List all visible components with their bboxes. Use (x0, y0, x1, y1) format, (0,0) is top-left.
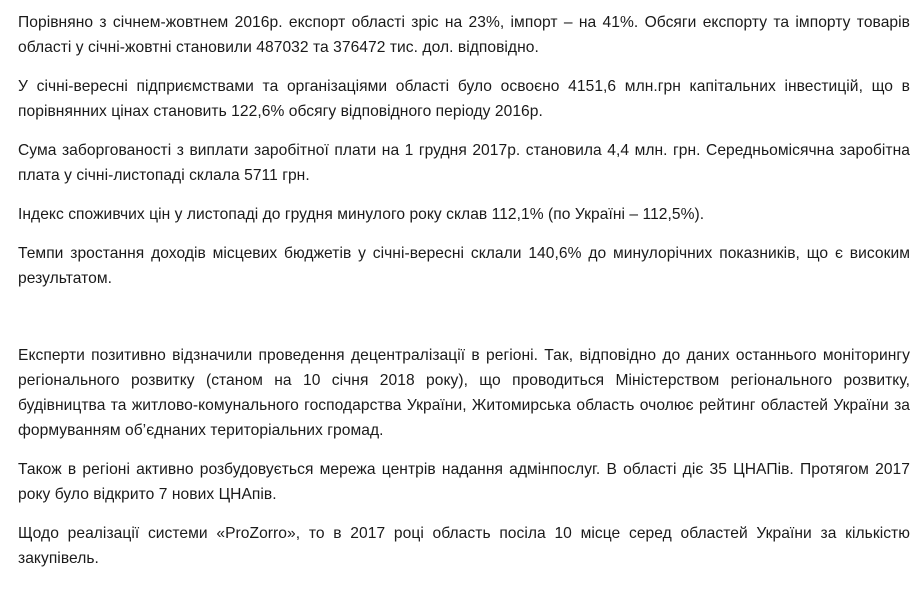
paragraph-wage-arrears: Сума заборгованості з виплати заробітної плати на 1 грудня 2017р. становила 4,4 млн. грн. Середньомісячна заробітна плата у січні-листопаді склала 5711 грн. (18, 142, 910, 184)
paragraph-decentralization: Експерти позитивно відзначили проведення децентралізації в регіоні. Так, відповідно до даних останнього моніторингу регіонального розвитку (станом на 10 січня 2018 року), що проводиться Міністерством регіонального розвитку, будівництва та житлово-комунального господарства України, Житомирська область очолює рейтинг областей України за формуванням об’єднаних територіальних громад. (18, 347, 910, 439)
paragraph-capital-investments: У січні-вересні підприємствами та організаціями області було освоєно 4151,6 млн.грн капітальних інвестицій, що в порівнянних цінах становить 122,6% обсягу відповідного періоду 2016р. (18, 78, 910, 120)
document-body (18, 10, 910, 571)
paragraph-prozorro: Щодо реалізації системи «ProZorro», то в 2017 році область посіла 10 місце серед областей України за кількістю закупівель. (18, 525, 910, 567)
paragraph-consumer-price-index: Індекс споживчих цін у листопаді до грудня минулого року склав 112,1% (по Україні – 112,5%). (18, 206, 705, 223)
paragraph-export-import: Порівняно з січнем-жовтнем 2016р. експорт області зріс на 23%, імпорт – на 41%. Обсяги експорту та імпорту товарів області у січні-жовтні становили 487032 та 376472 тис. дол. відповідно. (18, 14, 910, 56)
paragraph-admin-services: Також в регіоні активно розбудовується мережа центрів надання адмінпослуг. В області діє 35 ЦНАПів. Протягом 2017 року було відкрито 7 нових ЦНАпів. (18, 461, 910, 503)
paragraph-local-budgets: Темпи зростання доходів місцевих бюджетів у січні-вересні склали 140,6% до минулорічних показників, що є високим результатом. (18, 245, 910, 287)
